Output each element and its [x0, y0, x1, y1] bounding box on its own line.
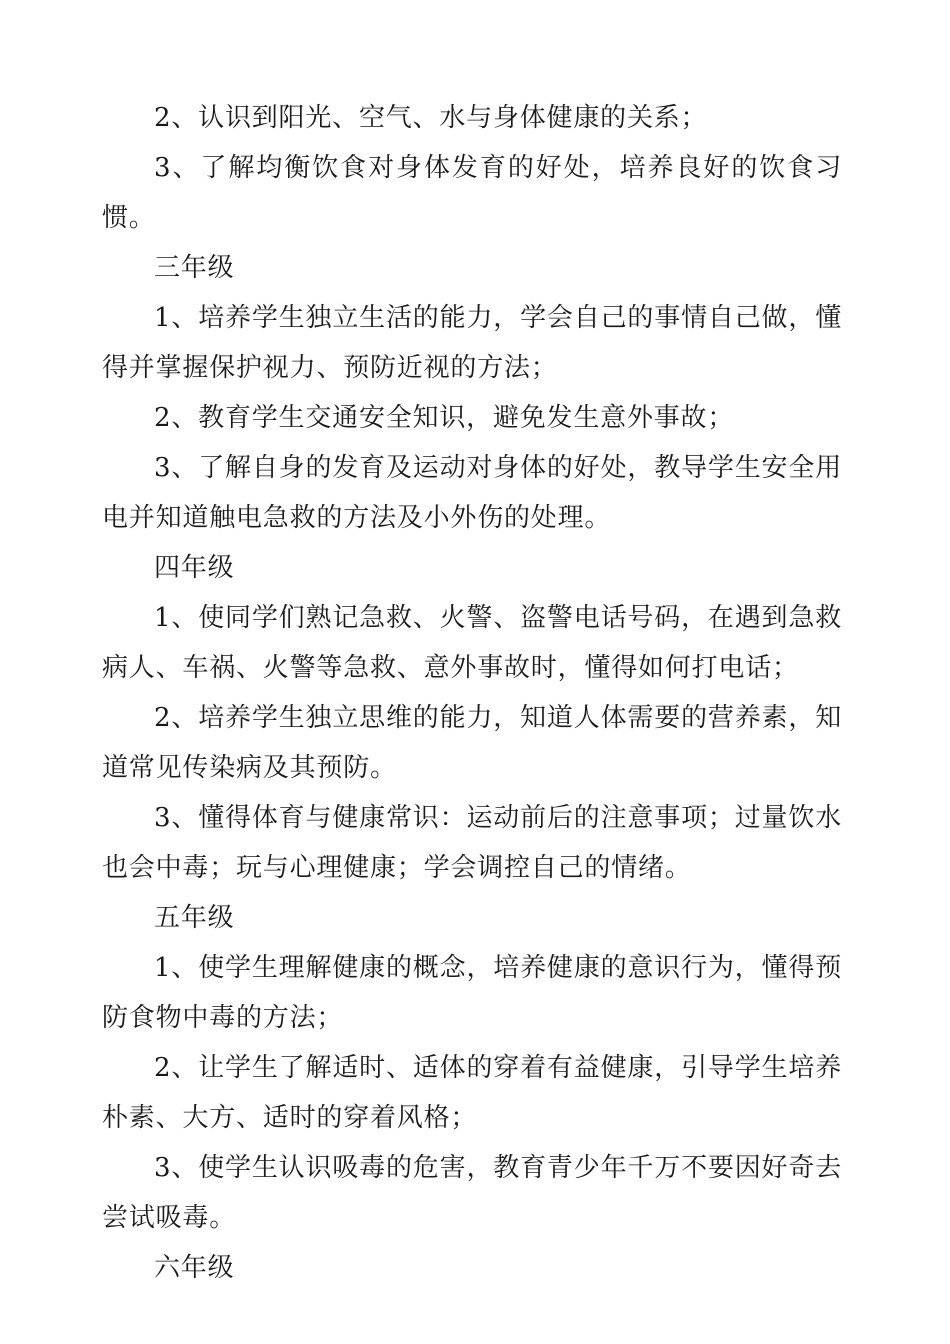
- grade-heading: 四年级: [154, 553, 235, 583]
- paragraph: 2、培养学生独立思维的能力，知道人体需要的营养素，知道常见传染病及其预防。: [102, 703, 842, 783]
- document-body: [102, 93, 842, 1293]
- paragraph: 2、教育学生交通安全知识，避免发生意外事故；: [154, 403, 735, 433]
- grade-heading: 五年级: [154, 903, 235, 933]
- grade-heading: 三年级: [154, 253, 235, 283]
- paragraph: 1、培养学生独立生活的能力，学会自己的事情自己做，懂得并掌握保护视力、预防近视的方法；: [102, 303, 842, 383]
- paragraph: 3、使学生认识吸毒的危害，教育青少年千万不要因好奇去尝试吸毒。: [102, 1153, 842, 1233]
- paragraph: 3、懂得体育与健康常识：运动前后的注意事项；过量饮水也会中毒；玩与心理健康；学会调控自己的情绪。: [102, 803, 842, 883]
- grade-heading: 六年级: [154, 1253, 235, 1283]
- paragraph: 2、认识到阳光、空气、水与身体健康的关系；: [154, 103, 708, 133]
- paragraph: 3、了解均衡饮食对身体发育的好处，培养良好的饮食习惯。: [102, 153, 842, 233]
- paragraph: 2、让学生了解适时、适体的穿着有益健康，引导学生培养朴素、大方、适时的穿着风格；: [102, 1053, 842, 1133]
- paragraph: 1、使学生理解健康的概念，培养健康的意识行为，懂得预防食物中毒的方法；: [102, 953, 842, 1033]
- paragraph: 1、使同学们熟记急救、火警、盗警电话号码，在遇到急救病人、车祸、火警等急救、意外事故时，懂得如何打电话；: [102, 603, 842, 683]
- paragraph: 3、了解自身的发育及运动对身体的好处，教导学生安全用电并知道触电急救的方法及小外伤的处理。: [102, 453, 842, 533]
